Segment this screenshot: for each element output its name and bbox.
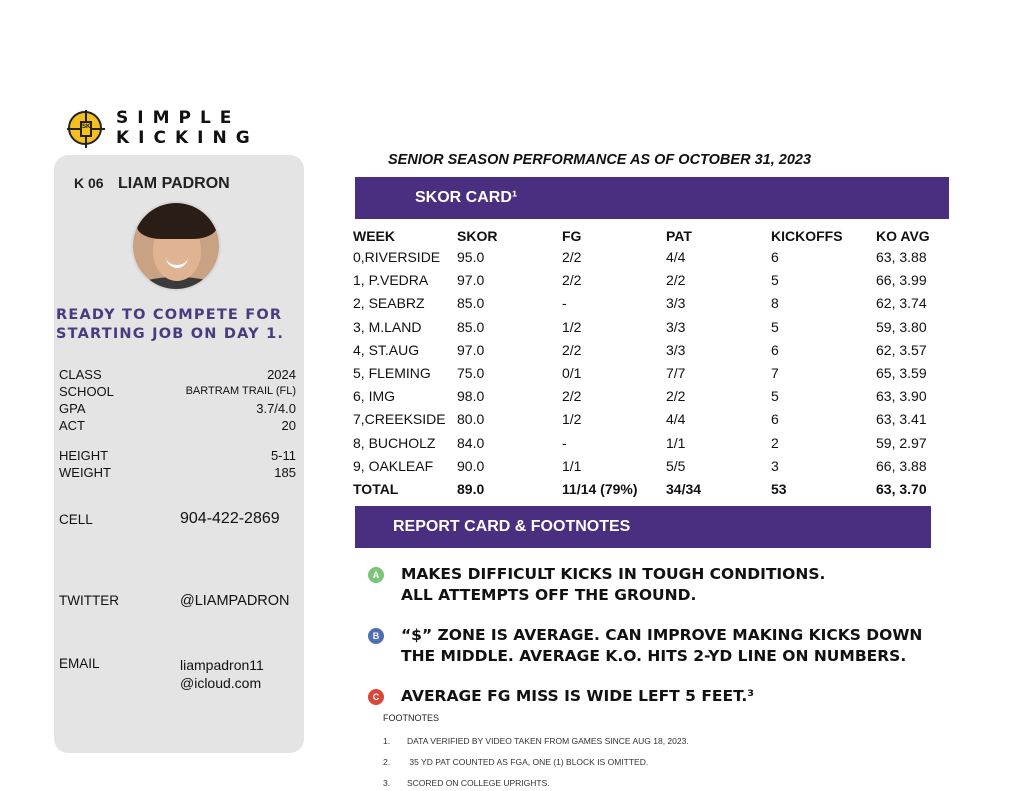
table-cell: 6 — [771, 249, 779, 265]
twitter-value[interactable]: @LIAMPADRON — [180, 593, 290, 609]
player-avatar — [131, 201, 221, 291]
skor-card-title: SKOR CARD¹ — [415, 189, 518, 206]
table-total-cell: 11/14 (79%) — [562, 481, 638, 498]
simple-kicking-logo — [68, 108, 259, 148]
table-total-cell: 53 — [771, 481, 787, 498]
table-cell: 75.0 — [457, 365, 485, 382]
table-cell: 1/1 — [666, 434, 686, 451]
email-value[interactable]: liampadron11 @icloud.com — [180, 657, 264, 691]
table-cell: 2/2 — [562, 272, 582, 289]
table-cell: 6 — [771, 341, 779, 358]
table-cell: 4/4 — [666, 411, 686, 428]
table-row — [353, 292, 943, 315]
table-cell: 5 — [771, 318, 779, 335]
table-cell: 66, 3.88 — [876, 457, 927, 474]
table-cell: 63, 3.88 — [876, 249, 927, 265]
report-note-a: A MAKES DIFFICULT KICKS IN TOUGH CONDITIONS. ALL ATTEMPTS OFF THE GROUND. — [368, 564, 825, 606]
table-cell: 1/2 — [562, 318, 582, 335]
table-cell: 59, 3.80 — [876, 318, 927, 335]
logo-mark-letters: SK — [80, 121, 92, 137]
footnote-3: 3. SCORED ON COLLEGE UPRIGHTS. — [383, 778, 550, 788]
table-cell: 7/7 — [666, 365, 686, 382]
table-row — [353, 455, 943, 478]
player-name: LIAM PADRON — [118, 175, 230, 192]
profile-class: CLASS 2024 — [59, 367, 296, 382]
table-cell: 6 — [771, 411, 779, 428]
player-header — [74, 175, 230, 193]
table-cell: 97.0 — [457, 341, 485, 358]
table-cell: 5 — [771, 272, 779, 289]
report-card-band — [355, 506, 931, 548]
table-row — [353, 316, 943, 339]
table-total-row — [353, 478, 943, 501]
report-note-b: B “$” ZONE IS AVERAGE. CAN IMPROVE MAKING KICKS DOWN THE MIDDLE. AVERAGE K.O. HITS 2-YD LINE ON NUMBERS. — [368, 625, 922, 667]
table-cell: 2 — [771, 434, 779, 451]
table-row — [353, 269, 943, 292]
table-row — [353, 362, 943, 385]
table-cell: 63, 3.41 — [876, 411, 927, 428]
profile-height: HEIGHT 5-11 — [59, 448, 296, 463]
logo-wordmark — [116, 108, 259, 148]
footnotes-title: FOOTNOTES — [383, 713, 439, 723]
profile-weight: WEIGHT 185 — [59, 465, 296, 480]
table-cell: 0,RIVERSIDE — [353, 249, 441, 265]
table-cell: 97.0 — [457, 272, 485, 289]
table-row — [353, 339, 943, 362]
table-cell: 7 — [771, 365, 779, 382]
table-cell: 85.0 — [457, 318, 485, 335]
table-cell: 63, 3.90 — [876, 388, 927, 405]
profile-act: ACT 20 — [59, 418, 296, 433]
tagline-line-2: STARTING JOB ON DAY 1. — [56, 326, 285, 342]
grade-b-badge-icon: B — [368, 628, 384, 644]
table-cell: 5, FLEMING — [353, 365, 431, 382]
grade-a-badge-icon: A — [368, 567, 384, 583]
logo-line-2: KICKING — [116, 128, 259, 148]
table-cell: 3/3 — [666, 295, 686, 312]
contact-twitter: TWITTER @LIAMPADRON — [59, 593, 290, 609]
table-cell: 2/2 — [562, 249, 582, 265]
skor-card-table — [353, 226, 943, 501]
table-cell: 2/2 — [562, 341, 582, 358]
skor-card-band — [355, 177, 949, 219]
table-cell: 3 — [771, 457, 779, 474]
table-cell: 6, IMG — [353, 388, 396, 405]
contact-cell: CELL 904-422-2869 — [59, 510, 280, 527]
footnote-1: 1. DATA VERIFIED BY VIDEO TAKEN FROM GAMES SINCE AUG 18, 2023. — [383, 736, 689, 746]
table-cell: 95.0 — [457, 249, 485, 265]
table-total-cell: 89.0 — [457, 481, 485, 498]
profile-school: SCHOOL BARTRAM TRAIL (FL) — [59, 384, 296, 399]
table-total-cell: 63, 3.70 — [876, 481, 927, 498]
table-cell: 1/1 — [562, 457, 582, 474]
table-cell: 5/5 — [666, 457, 686, 474]
table-cell: - — [562, 295, 567, 312]
table-cell: 8 — [771, 295, 779, 312]
table-cell: 9, OAKLEAF — [353, 457, 434, 474]
table-cell: 85.0 — [457, 295, 485, 312]
table-cell: 5 — [771, 388, 779, 405]
table-cell: 3/3 — [666, 318, 686, 335]
table-row — [353, 432, 943, 455]
table-cell: 7,CREEKSIDE — [353, 411, 446, 428]
table-cell: 1/2 — [562, 411, 582, 428]
table-header-row: WEEK SKOR FG PAT KICKOFFS KO AVG — [353, 228, 930, 244]
table-cell: 80.0 — [457, 411, 485, 428]
grade-c-badge-icon: C — [368, 689, 384, 705]
table-cell: 66, 3.99 — [876, 272, 927, 289]
table-cell: 59, 2.97 — [876, 434, 927, 451]
table-cell: 2/2 — [562, 388, 582, 405]
table-cell: 2/2 — [666, 388, 686, 405]
table-row — [353, 385, 943, 408]
table-cell: 0/1 — [562, 365, 582, 382]
table-total-cell: TOTAL — [353, 481, 399, 498]
table-cell: 90.0 — [457, 457, 485, 474]
table-cell: 1, P.VEDRA — [353, 272, 429, 289]
table-cell: 98.0 — [457, 388, 485, 405]
table-cell: - — [562, 434, 567, 451]
cell-value[interactable]: 904-422-2869 — [180, 510, 280, 527]
table-cell: 8, BUCHOLZ — [353, 434, 436, 451]
table-cell: 65, 3.59 — [876, 365, 927, 382]
tagline-line-1: READY TO COMPETE FOR — [56, 307, 283, 323]
table-cell: 62, 3.57 — [876, 341, 927, 358]
table-cell: 84.0 — [457, 434, 485, 451]
crosshair-logo-icon — [68, 111, 102, 145]
profile-gpa: GPA 3.7/4.0 — [59, 401, 296, 416]
season-title: SENIOR SEASON PERFORMANCE AS OF OCTOBER 31, 2023 — [388, 152, 812, 168]
contact-email: EMAIL liampadron11 @icloud.com — [59, 656, 264, 691]
footnote-2: 2. 35 YD PAT COUNTED AS FGA, ONE (1) BLOCK IS OMITTED. — [383, 757, 649, 767]
table-cell: 2, SEABRZ — [353, 295, 425, 312]
report-note-c: C AVERAGE FG MISS IS WIDE LEFT 5 FEET.³ — [368, 686, 754, 707]
table-cell: 3/3 — [666, 341, 686, 358]
player-number: K 06 — [74, 175, 104, 191]
table-row — [353, 408, 943, 431]
tagline — [56, 306, 301, 344]
table-row — [353, 246, 943, 269]
table-cell: 2/2 — [666, 272, 686, 289]
table-total-cell: 34/34 — [666, 481, 702, 498]
table-cell: 3, M.LAND — [353, 318, 422, 335]
table-cell: 4, ST.AUG — [353, 341, 420, 358]
table-cell: 62, 3.74 — [876, 295, 927, 312]
table-cell: 4/4 — [666, 249, 686, 265]
report-card-title: REPORT CARD & FOOTNOTES — [393, 518, 631, 535]
player-card — [54, 155, 304, 753]
logo-line-1: SIMPLE — [116, 108, 241, 128]
